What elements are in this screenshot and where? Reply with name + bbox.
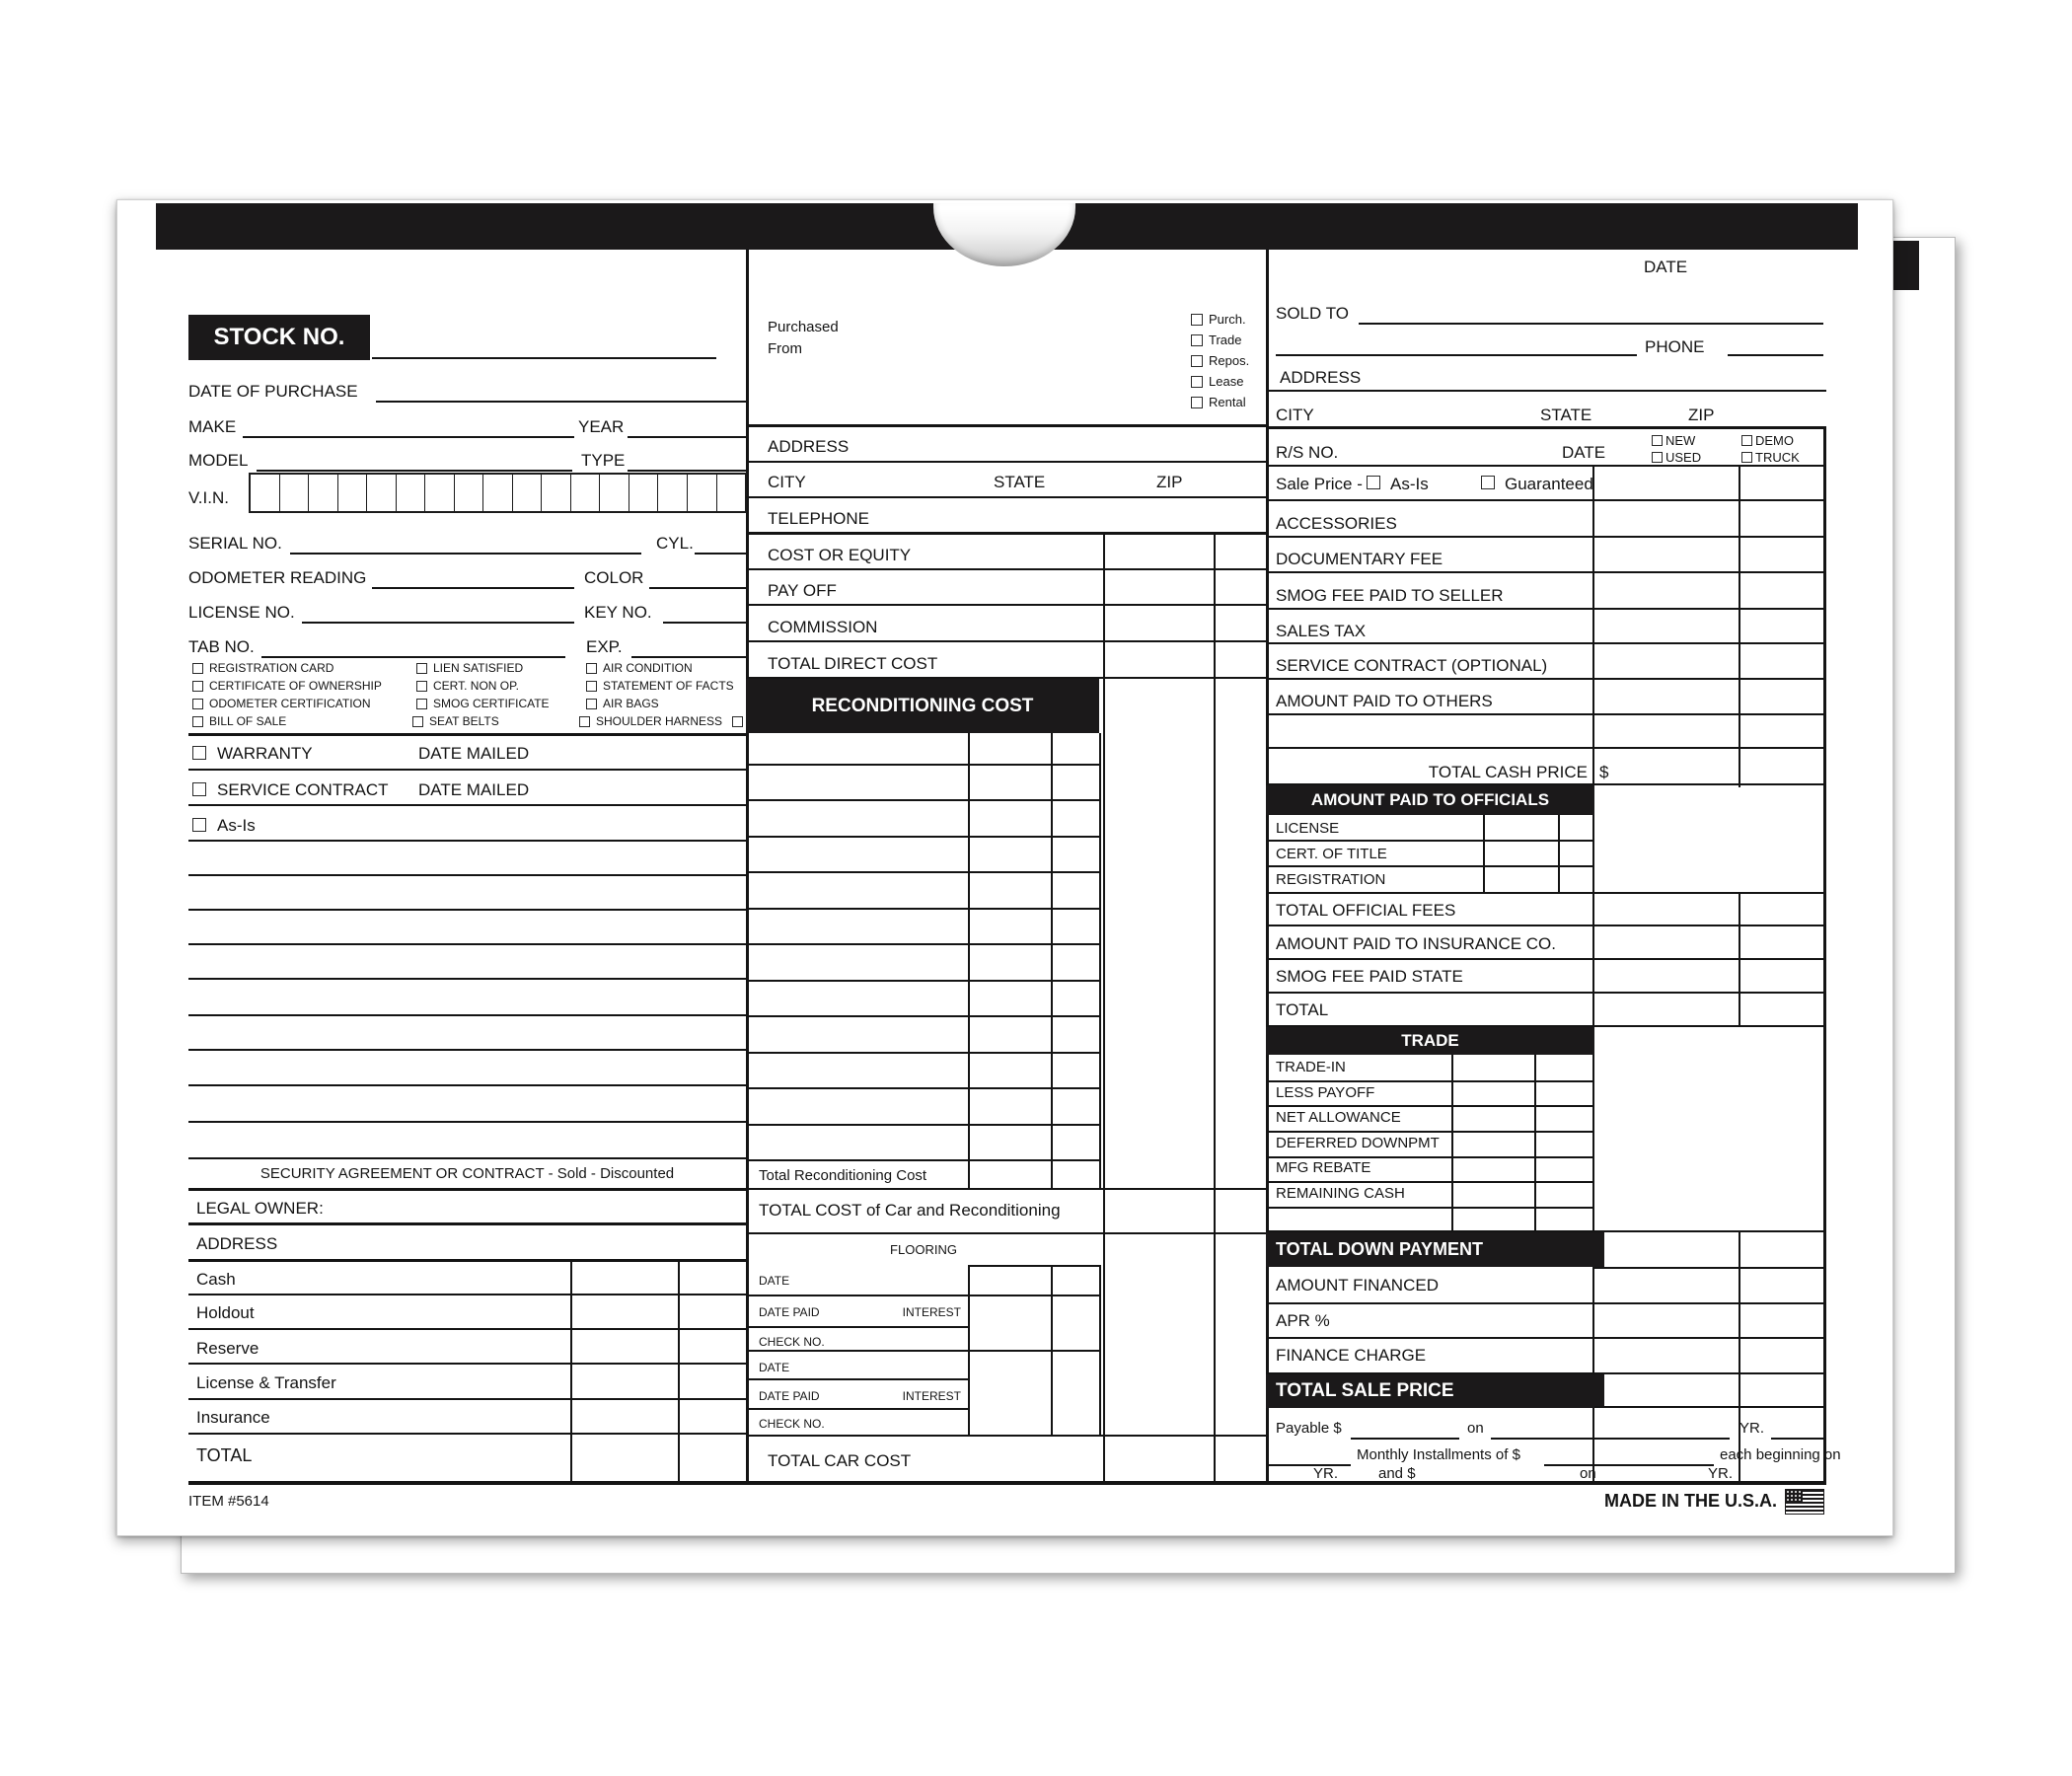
rule xyxy=(968,1265,1101,1267)
checkbox[interactable] xyxy=(1191,376,1203,388)
label-on: on xyxy=(1580,1465,1596,1482)
condition-option[interactable]: NEW xyxy=(1652,432,1701,449)
condition-option[interactable]: USED xyxy=(1652,449,1701,466)
label-exp: EXP. xyxy=(586,637,623,656)
label-amount-insurance: AMOUNT PAID TO INSURANCE CO. xyxy=(1276,934,1557,953)
rule xyxy=(746,1378,968,1380)
field-line[interactable] xyxy=(1266,1464,1351,1466)
source-option[interactable]: Purch. xyxy=(1191,309,1249,330)
rule xyxy=(1266,1105,1594,1107)
checkbox[interactable] xyxy=(579,716,590,727)
rule xyxy=(746,943,1101,945)
source-option[interactable]: Trade xyxy=(1191,330,1249,350)
label-holdout: Holdout xyxy=(196,1303,255,1322)
label-accessories: ACCESSORIES xyxy=(1276,514,1397,533)
rule xyxy=(188,804,746,806)
label-address: ADDRESS xyxy=(768,437,850,456)
warranty-checkbox[interactable] xyxy=(192,746,206,760)
label-date: DATE xyxy=(1644,258,1688,276)
vin-boxes[interactable] xyxy=(249,473,747,513)
label-model: MODEL xyxy=(188,451,249,470)
rule xyxy=(746,604,1269,606)
label-warranty: WARRANTY xyxy=(217,744,313,763)
rule xyxy=(1266,571,1826,573)
rule xyxy=(1266,426,1826,429)
label-color: COLOR xyxy=(584,568,644,587)
checkbox[interactable] xyxy=(192,681,203,692)
checkbox[interactable] xyxy=(586,681,597,692)
label-total-cash-price: TOTAL CASH PRICE xyxy=(1428,763,1588,781)
label-cert-of-title: CERT. OF TITLE xyxy=(1276,846,1387,862)
label-date-paid: DATE PAID xyxy=(759,1389,820,1403)
label-service-contract-optional: SERVICE CONTRACT (OPTIONAL) xyxy=(1276,656,1548,675)
label-tab-no: TAB NO. xyxy=(188,637,255,656)
doc-option[interactable]: REGISTRATION CARD xyxy=(192,661,416,675)
rule xyxy=(1266,1131,1594,1133)
rule xyxy=(188,1328,746,1330)
label-state: STATE xyxy=(994,473,1046,491)
field-line[interactable] xyxy=(1728,354,1823,356)
doc-option[interactable]: CERT. NON OP. xyxy=(416,679,586,693)
rule xyxy=(746,799,1101,801)
label-phone: PHONE xyxy=(1645,337,1705,356)
field-line[interactable] xyxy=(376,401,746,403)
field-line[interactable] xyxy=(1351,1438,1459,1440)
doc-option[interactable]: STATEMENT OF FACTS xyxy=(586,679,734,693)
doc-option[interactable]: BILL OF SALE xyxy=(192,714,412,728)
rule xyxy=(188,1188,746,1191)
doc-option[interactable]: LIEN SATISFIED xyxy=(416,661,586,675)
label-sales-tax: SALES TAX xyxy=(1276,622,1367,640)
stock-no-header: STOCK NO. xyxy=(188,315,370,360)
label-guaranteed: Guaranteed xyxy=(1505,475,1593,493)
label-registration: REGISTRATION xyxy=(1276,871,1386,888)
rule xyxy=(188,1259,746,1262)
rule xyxy=(188,1222,746,1225)
label-pay-off: PAY OFF xyxy=(768,581,837,600)
label-cost-or-equity: COST OR EQUITY xyxy=(768,546,912,564)
label-zip: ZIP xyxy=(1688,406,1715,424)
blank-line[interactable] xyxy=(188,909,746,911)
doc-option[interactable]: AIR BAGS xyxy=(586,697,659,710)
trade-header: TRADE xyxy=(1266,1027,1594,1055)
item-number: ITEM #5614 xyxy=(188,1493,269,1510)
thumb-notch xyxy=(933,203,1075,266)
rule xyxy=(746,1350,1101,1352)
label-apr: APR % xyxy=(1276,1311,1330,1330)
security-agreement-title: SECURITY AGREEMENT OR CONTRACT - Sold - Discounted xyxy=(259,1165,675,1182)
checkbox[interactable] xyxy=(732,716,743,727)
blank-line[interactable] xyxy=(188,1157,746,1159)
label-monthly-installments: Monthly Installments of $ xyxy=(1357,1446,1520,1463)
rule xyxy=(1266,390,1826,392)
rule xyxy=(746,424,1269,427)
us-flag-icon xyxy=(1785,1489,1824,1515)
field-line[interactable] xyxy=(1491,1438,1730,1440)
field-line[interactable] xyxy=(261,656,565,658)
checkbox[interactable] xyxy=(416,699,427,709)
rule xyxy=(1266,1156,1594,1158)
label-mfg-rebate: MFG REBATE xyxy=(1276,1159,1371,1176)
label-total-direct-cost: TOTAL DIRECT COST xyxy=(768,654,938,673)
label-make: MAKE xyxy=(188,417,237,436)
rule xyxy=(746,1295,1101,1296)
field-line[interactable] xyxy=(257,470,572,472)
label-address: ADDRESS xyxy=(1280,368,1362,387)
label-yr: YR. xyxy=(1739,1420,1765,1437)
label-reserve: Reserve xyxy=(196,1339,259,1358)
label-commission: COMMISSION xyxy=(768,618,878,636)
label-license-no: LICENSE NO. xyxy=(188,603,295,622)
officials-header: AMOUNT PAID TO OFFICIALS xyxy=(1266,785,1594,815)
label-total-car-cost: TOTAL CAR COST xyxy=(768,1451,912,1470)
right-border xyxy=(1823,426,1826,1485)
amount-column-divider xyxy=(1103,532,1105,1485)
label-total-cost-car-recon: TOTAL COST of Car and Reconditioning xyxy=(759,1201,1061,1220)
rule xyxy=(746,908,1101,910)
label-date-of-purchase: DATE OF PURCHASE xyxy=(188,382,358,401)
field-line[interactable] xyxy=(290,553,641,555)
doc-option[interactable]: SHOULDER HARNESS xyxy=(579,714,743,728)
field-line[interactable] xyxy=(372,587,574,589)
cell-divider xyxy=(968,733,970,1190)
rule xyxy=(188,1433,746,1435)
field-line[interactable] xyxy=(1359,323,1823,325)
rule xyxy=(1266,465,1826,467)
blank-line[interactable] xyxy=(188,1121,746,1123)
rule xyxy=(1266,678,1826,680)
checkbox[interactable] xyxy=(416,663,427,674)
label-remaining-cash: REMAINING CASH xyxy=(1276,1185,1405,1202)
amount-column-divider xyxy=(1592,465,1594,1485)
cell-divider xyxy=(1099,733,1101,1190)
amount-column-divider xyxy=(1739,894,1740,1027)
label-telephone: TELEPHONE xyxy=(768,509,869,528)
rule xyxy=(746,764,1101,766)
label-less-payoff: LESS PAYOFF xyxy=(1276,1084,1375,1101)
rule xyxy=(1594,1267,1826,1269)
label-as-is: As-Is xyxy=(1390,475,1429,493)
field-line[interactable] xyxy=(1276,354,1637,356)
guaranteed-checkbox[interactable] xyxy=(1481,476,1495,489)
rule xyxy=(1266,747,1826,749)
label-address: ADDRESS xyxy=(196,1234,278,1253)
document-checkbox-grid xyxy=(192,661,743,728)
rule xyxy=(1266,499,1826,501)
label-date: DATE xyxy=(759,1361,790,1374)
label-state: STATE xyxy=(1540,406,1592,424)
checkbox[interactable] xyxy=(586,699,597,709)
rule xyxy=(746,871,1101,873)
label-finance-charge: FINANCE CHARGE xyxy=(1276,1346,1427,1365)
checkbox[interactable] xyxy=(1652,452,1663,463)
field-line[interactable] xyxy=(1544,1464,1714,1466)
as-is-checkbox[interactable] xyxy=(192,818,206,832)
label-total-reconditioning: Total Reconditioning Cost xyxy=(759,1167,927,1184)
rule xyxy=(188,769,746,771)
label-vin: V.I.N. xyxy=(188,488,229,507)
rule xyxy=(1266,642,1826,644)
rule xyxy=(1266,892,1826,894)
label-odometer: ODOMETER READING xyxy=(188,568,367,587)
label-deferred-downpmt: DEFERRED DOWNPMT xyxy=(1276,1135,1440,1151)
rule xyxy=(746,1408,968,1410)
source-option[interactable]: Lease xyxy=(1191,371,1249,392)
checkbox[interactable] xyxy=(1652,435,1663,446)
label-legal-owner: LEGAL OWNER: xyxy=(196,1199,324,1218)
rule xyxy=(188,733,746,736)
column-divider xyxy=(1266,250,1269,1485)
checkbox[interactable] xyxy=(1741,435,1752,446)
rule xyxy=(746,1435,1269,1437)
rule xyxy=(1266,1302,1826,1304)
field-line[interactable] xyxy=(663,622,746,624)
blank-line[interactable] xyxy=(188,1084,746,1086)
field-line[interactable] xyxy=(243,436,574,438)
blank-line[interactable] xyxy=(188,1049,746,1051)
field-line[interactable] xyxy=(628,436,746,438)
rule xyxy=(746,1159,1101,1161)
total-sale-price-bar: TOTAL SALE PRICE xyxy=(1266,1374,1604,1408)
service-contract-checkbox[interactable] xyxy=(192,782,206,796)
rule xyxy=(1266,840,1594,842)
checkbox[interactable] xyxy=(416,681,427,692)
source-option[interactable]: Rental xyxy=(1191,392,1249,412)
label-total-official-fees: TOTAL OFFICIAL FEES xyxy=(1276,901,1456,920)
amount-column-divider xyxy=(1214,532,1216,1485)
rule xyxy=(746,1015,1101,1017)
rule xyxy=(188,1363,746,1365)
label-amount-financed: AMOUNT FINANCED xyxy=(1276,1276,1439,1295)
checkbox[interactable] xyxy=(1191,334,1203,346)
field-line[interactable] xyxy=(372,357,716,359)
blank-line[interactable] xyxy=(188,943,746,945)
blank-line[interactable] xyxy=(188,1014,746,1016)
rule xyxy=(746,1188,1269,1190)
rule xyxy=(1266,865,1594,867)
field-line[interactable] xyxy=(631,656,746,658)
label-interest: INTEREST xyxy=(902,1389,961,1403)
rule xyxy=(1266,1080,1594,1082)
label-total: TOTAL xyxy=(196,1445,253,1465)
rule xyxy=(1266,536,1826,538)
label-from: From xyxy=(768,340,802,357)
label-on: on xyxy=(1467,1420,1484,1437)
label-payable: Payable $ xyxy=(1276,1420,1342,1437)
label-check-no: CHECK NO. xyxy=(759,1417,825,1431)
amount-column-divider xyxy=(1739,465,1740,787)
rule xyxy=(1266,713,1826,715)
label-type: TYPE xyxy=(581,451,626,470)
doc-option[interactable]: SMOG CERTIFICATE xyxy=(416,697,586,710)
checkbox[interactable] xyxy=(586,663,597,674)
envelope-front-sheet xyxy=(116,199,1893,1536)
checkbox[interactable] xyxy=(1191,355,1203,367)
cell-divider xyxy=(1051,733,1053,1190)
checkbox[interactable] xyxy=(192,716,203,727)
rule xyxy=(746,1087,1101,1089)
rule xyxy=(746,1052,1101,1054)
rule xyxy=(1594,1406,1826,1408)
label-flooring: FLOORING xyxy=(890,1242,957,1257)
label-date-mailed: DATE MAILED xyxy=(418,780,530,799)
total-down-payment-bar: TOTAL DOWN PAYMENT xyxy=(1266,1232,1604,1267)
rule xyxy=(1266,1337,1826,1339)
field-line[interactable] xyxy=(302,622,574,624)
source-option[interactable]: Repos. xyxy=(1191,350,1249,371)
rule xyxy=(1266,608,1826,610)
rule xyxy=(746,1232,1269,1234)
label-documentary-fee: DOCUMENTARY FEE xyxy=(1276,550,1443,568)
rule xyxy=(746,532,1269,535)
label-smog-fee-seller: SMOG FEE PAID TO SELLER xyxy=(1276,586,1504,605)
label-net-allowance: NET ALLOWANCE xyxy=(1276,1109,1401,1126)
label-each-beginning: each beginning on xyxy=(1720,1446,1841,1463)
rule xyxy=(746,496,1269,498)
condition-option[interactable]: DEMO xyxy=(1741,432,1800,449)
label-serial-no: SERIAL NO. xyxy=(188,534,282,553)
rule xyxy=(1266,992,1826,994)
label-amount-paid-others: AMOUNT PAID TO OTHERS xyxy=(1276,692,1493,710)
label-key-no: KEY NO. xyxy=(584,603,652,622)
cell-divider xyxy=(1483,815,1485,894)
label-insurance: Insurance xyxy=(196,1408,270,1427)
rule xyxy=(1594,1230,1826,1232)
doc-option[interactable]: ODOMETER CERTIFICATION xyxy=(192,697,416,710)
checkbox[interactable] xyxy=(1191,314,1203,326)
label-smog-fee-state: SMOG FEE PAID STATE xyxy=(1276,967,1463,986)
back-sheet-header-tab xyxy=(1891,241,1919,290)
source-options xyxy=(1191,309,1249,412)
as-is-checkbox[interactable] xyxy=(1367,476,1380,489)
condition-options xyxy=(1741,432,1800,466)
label-purchased: Purchased xyxy=(768,319,839,335)
label-license-transfer: License & Transfer xyxy=(196,1373,336,1392)
rule xyxy=(1266,1181,1594,1183)
label-date: DATE xyxy=(759,1274,790,1288)
field-line[interactable] xyxy=(649,587,746,589)
rule xyxy=(746,568,1269,570)
label-cyl: CYL. xyxy=(656,534,694,553)
label-trade-in: TRADE-IN xyxy=(1276,1059,1346,1075)
dollar-sign: $ xyxy=(1599,763,1609,781)
field-line[interactable] xyxy=(628,470,746,472)
doc-option[interactable]: SEAT BELTS xyxy=(412,714,579,728)
label-license: LICENSE xyxy=(1276,820,1340,837)
rule xyxy=(746,640,1269,642)
reconditioning-header: RECONDITIONING COST xyxy=(746,679,1099,733)
checkbox[interactable] xyxy=(412,716,423,727)
cell-divider xyxy=(1558,815,1560,894)
label-sold-to: SOLD TO xyxy=(1276,304,1350,323)
condition-options xyxy=(1652,432,1701,466)
label-interest: INTEREST xyxy=(902,1305,961,1319)
label-zip: ZIP xyxy=(1156,473,1183,491)
rule xyxy=(1266,925,1826,926)
label-date-mailed: DATE MAILED xyxy=(418,744,530,763)
label-date-paid: DATE PAID xyxy=(759,1305,820,1319)
rule xyxy=(746,1326,968,1328)
checkbox[interactable] xyxy=(192,663,203,674)
label-year: YEAR xyxy=(578,417,625,436)
checkbox[interactable] xyxy=(1741,452,1752,463)
made-in-usa: MADE IN THE U.S.A. xyxy=(1603,1491,1777,1511)
label-sale-price: Sale Price - xyxy=(1276,475,1363,493)
label-yr: YR. xyxy=(1708,1465,1734,1482)
label-rs-date: DATE xyxy=(1562,443,1606,462)
field-line[interactable] xyxy=(695,553,746,555)
rule xyxy=(746,1124,1101,1126)
rule xyxy=(1266,1207,1594,1209)
rule xyxy=(188,1398,746,1400)
label-cash: Cash xyxy=(196,1270,236,1289)
label-total: TOTAL xyxy=(1276,1000,1329,1019)
column-divider xyxy=(746,250,749,1485)
label-and: and $ xyxy=(1378,1465,1416,1482)
label-check-no: CHECK NO. xyxy=(759,1335,825,1349)
label-service-contract: SERVICE CONTRACT xyxy=(217,780,389,799)
doc-option[interactable]: AIR CONDITION xyxy=(586,661,693,675)
label-yr: YR. xyxy=(1313,1465,1339,1482)
checkbox[interactable] xyxy=(1191,397,1203,408)
rule xyxy=(746,461,1269,463)
rule xyxy=(188,1294,746,1295)
rule xyxy=(188,840,746,842)
label-rs-no: R/S NO. xyxy=(1276,443,1339,462)
doc-option[interactable]: CERTIFICATE OF OWNERSHIP xyxy=(192,679,416,693)
checkbox[interactable] xyxy=(192,699,203,709)
rule xyxy=(1266,958,1826,960)
condition-option[interactable]: TRUCK xyxy=(1741,449,1800,466)
label-city: CITY xyxy=(1276,406,1314,424)
rule xyxy=(746,836,1101,838)
label-as-is: As-Is xyxy=(217,816,256,835)
blank-line[interactable] xyxy=(188,978,746,980)
field-line[interactable] xyxy=(1771,1438,1823,1440)
blank-line[interactable] xyxy=(188,874,746,876)
label-city: CITY xyxy=(768,473,806,491)
rule xyxy=(746,980,1101,982)
